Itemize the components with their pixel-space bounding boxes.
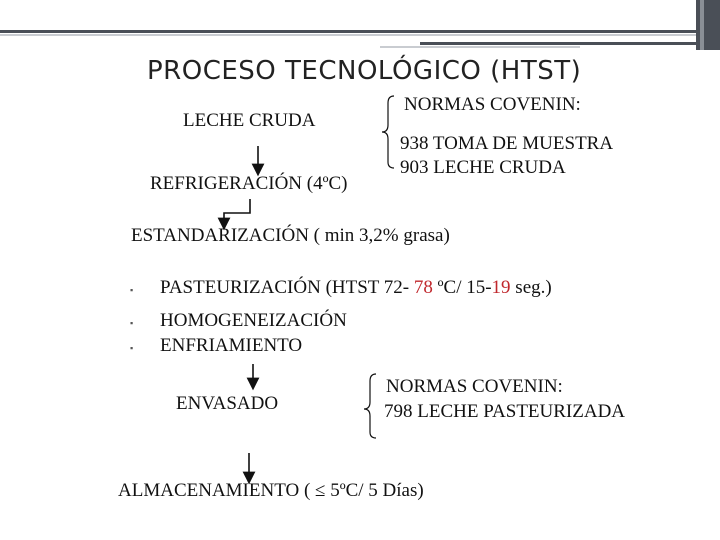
bullet-pasteurization: ▪ [130,285,134,295]
step-raw-milk: LECHE CRUDA [183,110,316,131]
step-cooling: ENFRIAMIENTO [160,335,303,356]
pasteurization-temp-high: 78 [413,277,433,298]
norms-top-line2: 903 LECHE CRUDA [400,157,566,178]
arrow-down-2 [224,199,250,224]
step-homogenization: HOMOGENEIZACIÓN [160,310,347,331]
norms-bottom-line1: 798 LECHE PASTEURIZADA [384,401,626,422]
brace-top [382,96,394,168]
bullet-cooling: ▪ [130,343,134,353]
step-packaging: ENVASADO [176,393,279,414]
pasteurization-middle: ºC/ 15- [432,277,492,298]
norms-top-line1: 938 TOMA DE MUESTRA [400,133,614,154]
pasteurization-prefix: PASTEURIZACIÓN (HTST 72- [160,277,414,298]
pasteurization-time-high: 19 [491,277,511,298]
bullet-homogenization: ▪ [130,318,134,328]
brace-bottom [364,374,376,438]
step-standardization: ESTANDARIZACIÓN ( min 3,2% grasa) [131,225,450,246]
pasteurization-suffix: seg.) [510,277,552,298]
step-storage: ALMACENAMIENTO ( ≤ 5ºC/ 5 Días) [118,480,424,501]
page-title: PROCESO TECNOLÓGICO (HTST) [147,56,582,86]
norms-top-heading: NORMAS COVENIN: [404,94,581,115]
norms-bottom-heading: NORMAS COVENIN: [386,376,563,397]
step-refrigeration: REFRIGERACIÓN (4ºC) [150,173,348,194]
